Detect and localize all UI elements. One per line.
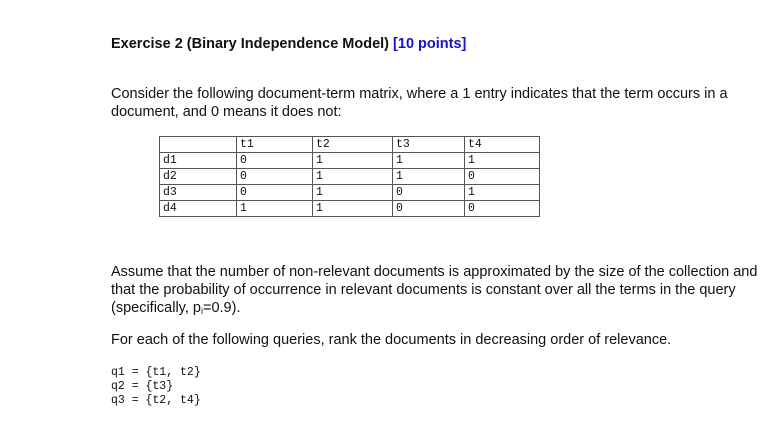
matrix-cell: 0 (465, 169, 540, 185)
matrix-cell: 1 (313, 201, 393, 217)
exercise-title (111, 36, 466, 52)
matrix-header-row (160, 137, 540, 153)
matrix-cell: 1 (313, 185, 393, 201)
exercise-points: [10 points] (393, 36, 467, 52)
exercise-title-text: Exercise 2 (Binary Independence Model) (111, 36, 390, 52)
matrix-cell: 1 (313, 153, 393, 169)
matrix-header-cell: t3 (393, 137, 465, 153)
intro-paragraph: Consider the following document-term matrix, where a 1 entry indicates that the term occurs in a document, and 0 means it does not: (111, 86, 728, 120)
matrix-header-cell (160, 137, 237, 153)
matrix-row-label: d4 (160, 201, 237, 217)
matrix-row (160, 201, 540, 217)
document-term-matrix (159, 136, 540, 217)
matrix-row-label: d1 (160, 153, 237, 169)
matrix-cell: 0 (237, 185, 313, 201)
query-list (111, 366, 201, 408)
instruction-paragraph: For each of the following queries, rank the documents in decreasing order of relevance. (111, 332, 672, 348)
matrix-cell: 1 (465, 153, 540, 169)
assumption-subscript: i (200, 306, 203, 316)
matrix-cell: 0 (393, 185, 465, 201)
query-q3: q3 = {t2, t4} (111, 394, 201, 407)
matrix-cell: 0 (237, 153, 313, 169)
matrix-row-label: d3 (160, 185, 237, 201)
matrix-cell: 1 (313, 169, 393, 185)
assumption-text: Assume that the number of non-relevant documents is approximated by the size of the collection and that the probability of occurrence in relevant documents is constant over all the terms in the query (specifically, p (111, 264, 758, 316)
matrix-cell: 1 (465, 185, 540, 201)
assumption-tail: =0.9). (202, 300, 241, 316)
matrix-cell: 1 (237, 201, 313, 217)
matrix-row (160, 169, 540, 185)
matrix-cell: 0 (393, 201, 465, 217)
matrix-header-cell: t4 (465, 137, 540, 153)
matrix-cell: 0 (465, 201, 540, 217)
query-q2: q2 = {t3} (111, 380, 174, 393)
matrix-cell: 1 (393, 153, 465, 169)
matrix-header-cell: t1 (237, 137, 313, 153)
matrix-header-cell: t2 (313, 137, 393, 153)
matrix-row-label: d2 (160, 169, 237, 185)
matrix-row (160, 153, 540, 169)
matrix-cell: 1 (393, 169, 465, 185)
matrix-row (160, 185, 540, 201)
query-q1: q1 = {t1, t2} (111, 366, 201, 379)
matrix-cell: 0 (237, 169, 313, 185)
assumption-paragraph (111, 263, 761, 317)
